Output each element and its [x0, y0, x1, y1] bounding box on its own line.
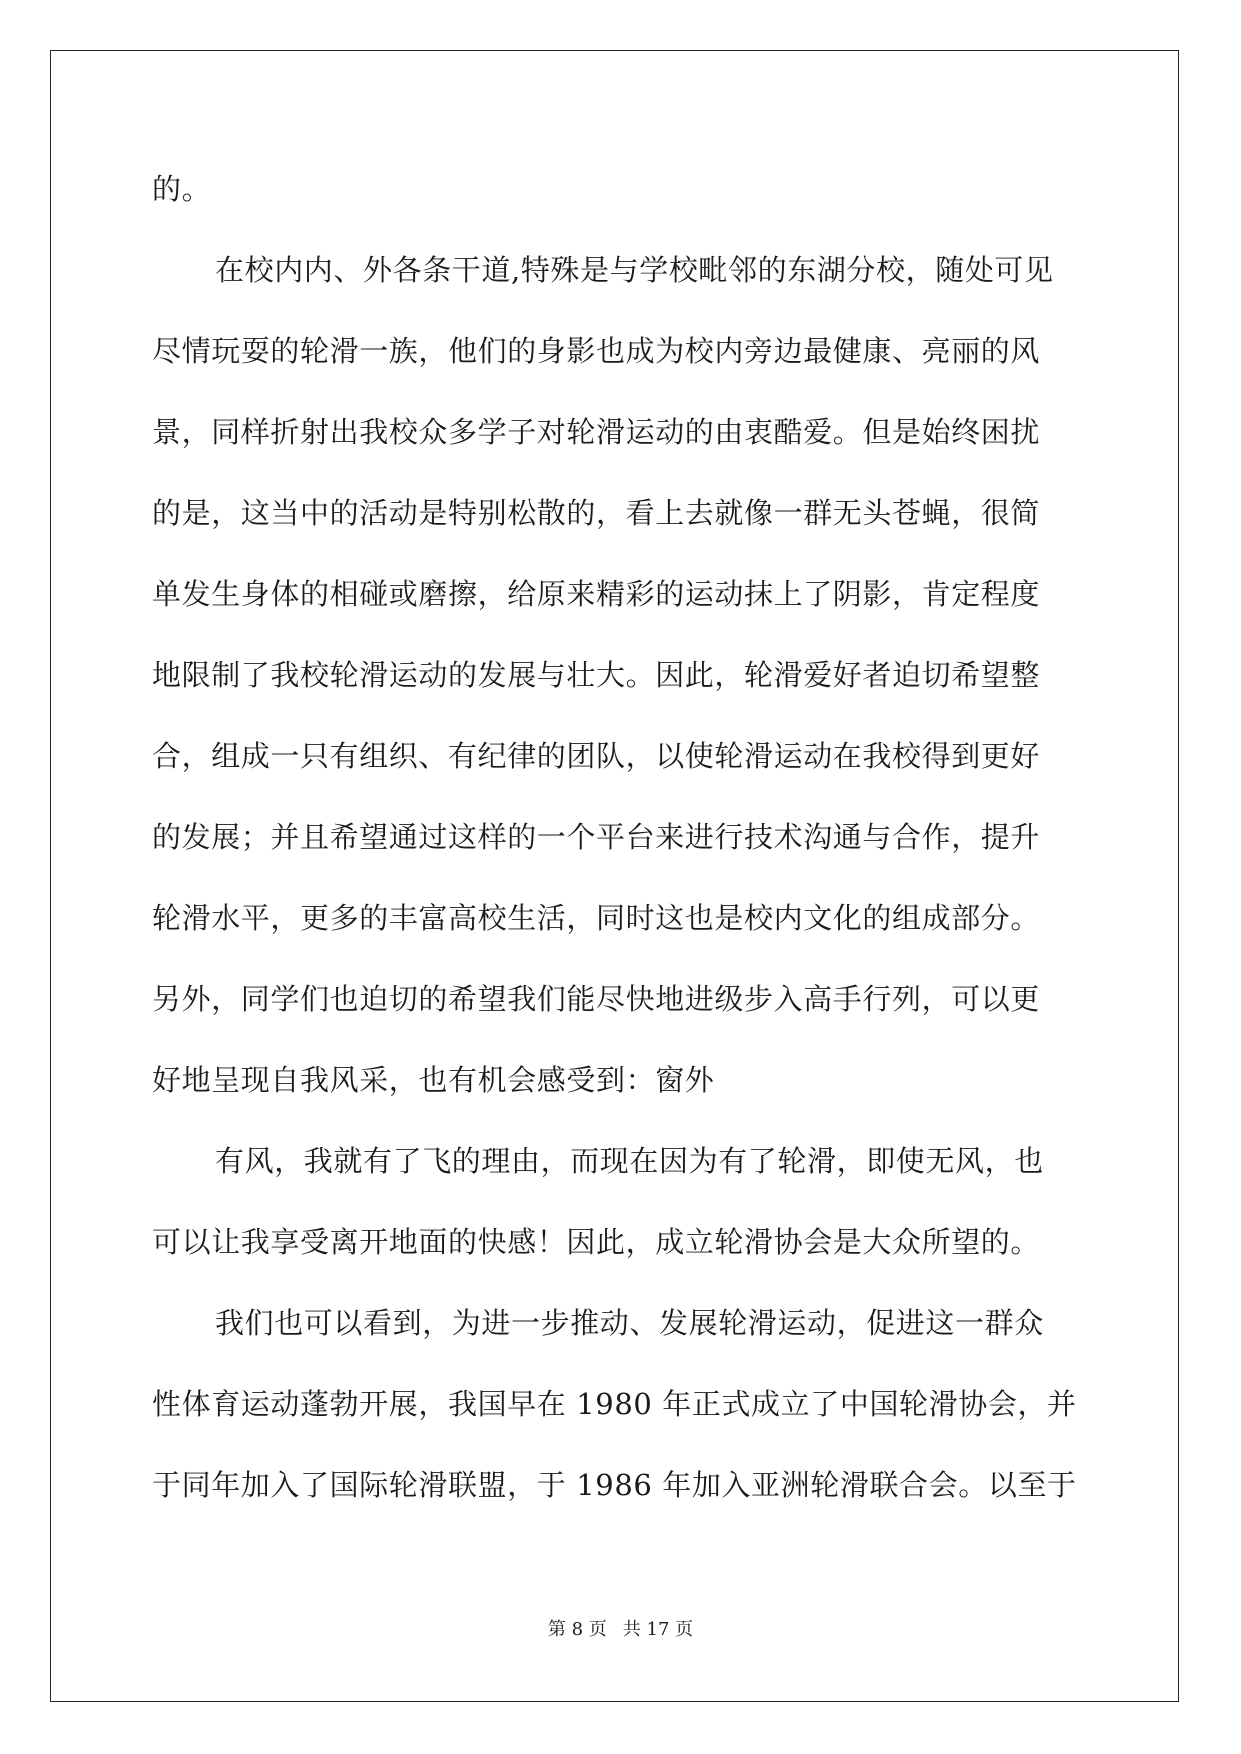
body-line: 我们也可以看到，为进一步推动、发展轮滑运动，促进这一群众 — [215, 1306, 1044, 1340]
body-line: 性体育运动蓬勃开展，我国早在 1980 年正式成立了中国轮滑协会，并 — [152, 1387, 1077, 1421]
body-line: 的。 — [152, 172, 212, 206]
body-line: 在校内内、外各条干道,特殊是与学校毗邻的东湖分校，随处可见 — [215, 253, 1054, 287]
page-number-current: 第 8 页 — [547, 1619, 607, 1640]
body-line: 景，同样折射出我校众多学子对轮滑运动的由衷酷爱。但是始终困扰 — [152, 415, 1041, 449]
body-line: 尽情玩耍的轮滑一族，他们的身影也成为校内旁边最健康、亮丽的风 — [152, 334, 1041, 368]
body-line: 另外，同学们也迫切的希望我们能尽快地进级步入高手行列，可以更 — [152, 982, 1041, 1016]
document-body — [152, 160, 1082, 1537]
body-line: 合，组成一只有组织、有纪律的团队，以使轮滑运动在我校得到更好 — [152, 739, 1041, 773]
body-line: 好地呈现自我风采，也有机会感受到：窗外 — [152, 1063, 715, 1097]
body-line: 的发展；并且希望通过这样的一个平台来进行技术沟通与合作，提升 — [152, 820, 1041, 854]
page-number-total: 共 17 页 — [622, 1619, 694, 1640]
body-line: 轮滑水平，更多的丰富高校生活，同时这也是校内文化的组成部分。 — [152, 901, 1041, 935]
body-line: 有风，我就有了飞的理由，而现在因为有了轮滑，即使无风，也 — [215, 1144, 1044, 1178]
body-line: 可以让我享受离开地面的快感！因此，成立轮滑协会是大众所望的。 — [152, 1225, 1041, 1259]
body-line: 的是，这当中的活动是特别松散的，看上去就像一群无头苍蝇，很简 — [152, 496, 1041, 530]
page-footer — [0, 1618, 1241, 1642]
body-line: 单发生身体的相碰或磨擦，给原来精彩的运动抹上了阴影，肯定程度 — [152, 577, 1041, 611]
body-line: 于同年加入了国际轮滑联盟，于 1986 年加入亚洲轮滑联合会。以至于 — [152, 1468, 1077, 1502]
body-line: 地限制了我校轮滑运动的发展与壮大。因此，轮滑爱好者迫切希望整 — [152, 658, 1041, 692]
